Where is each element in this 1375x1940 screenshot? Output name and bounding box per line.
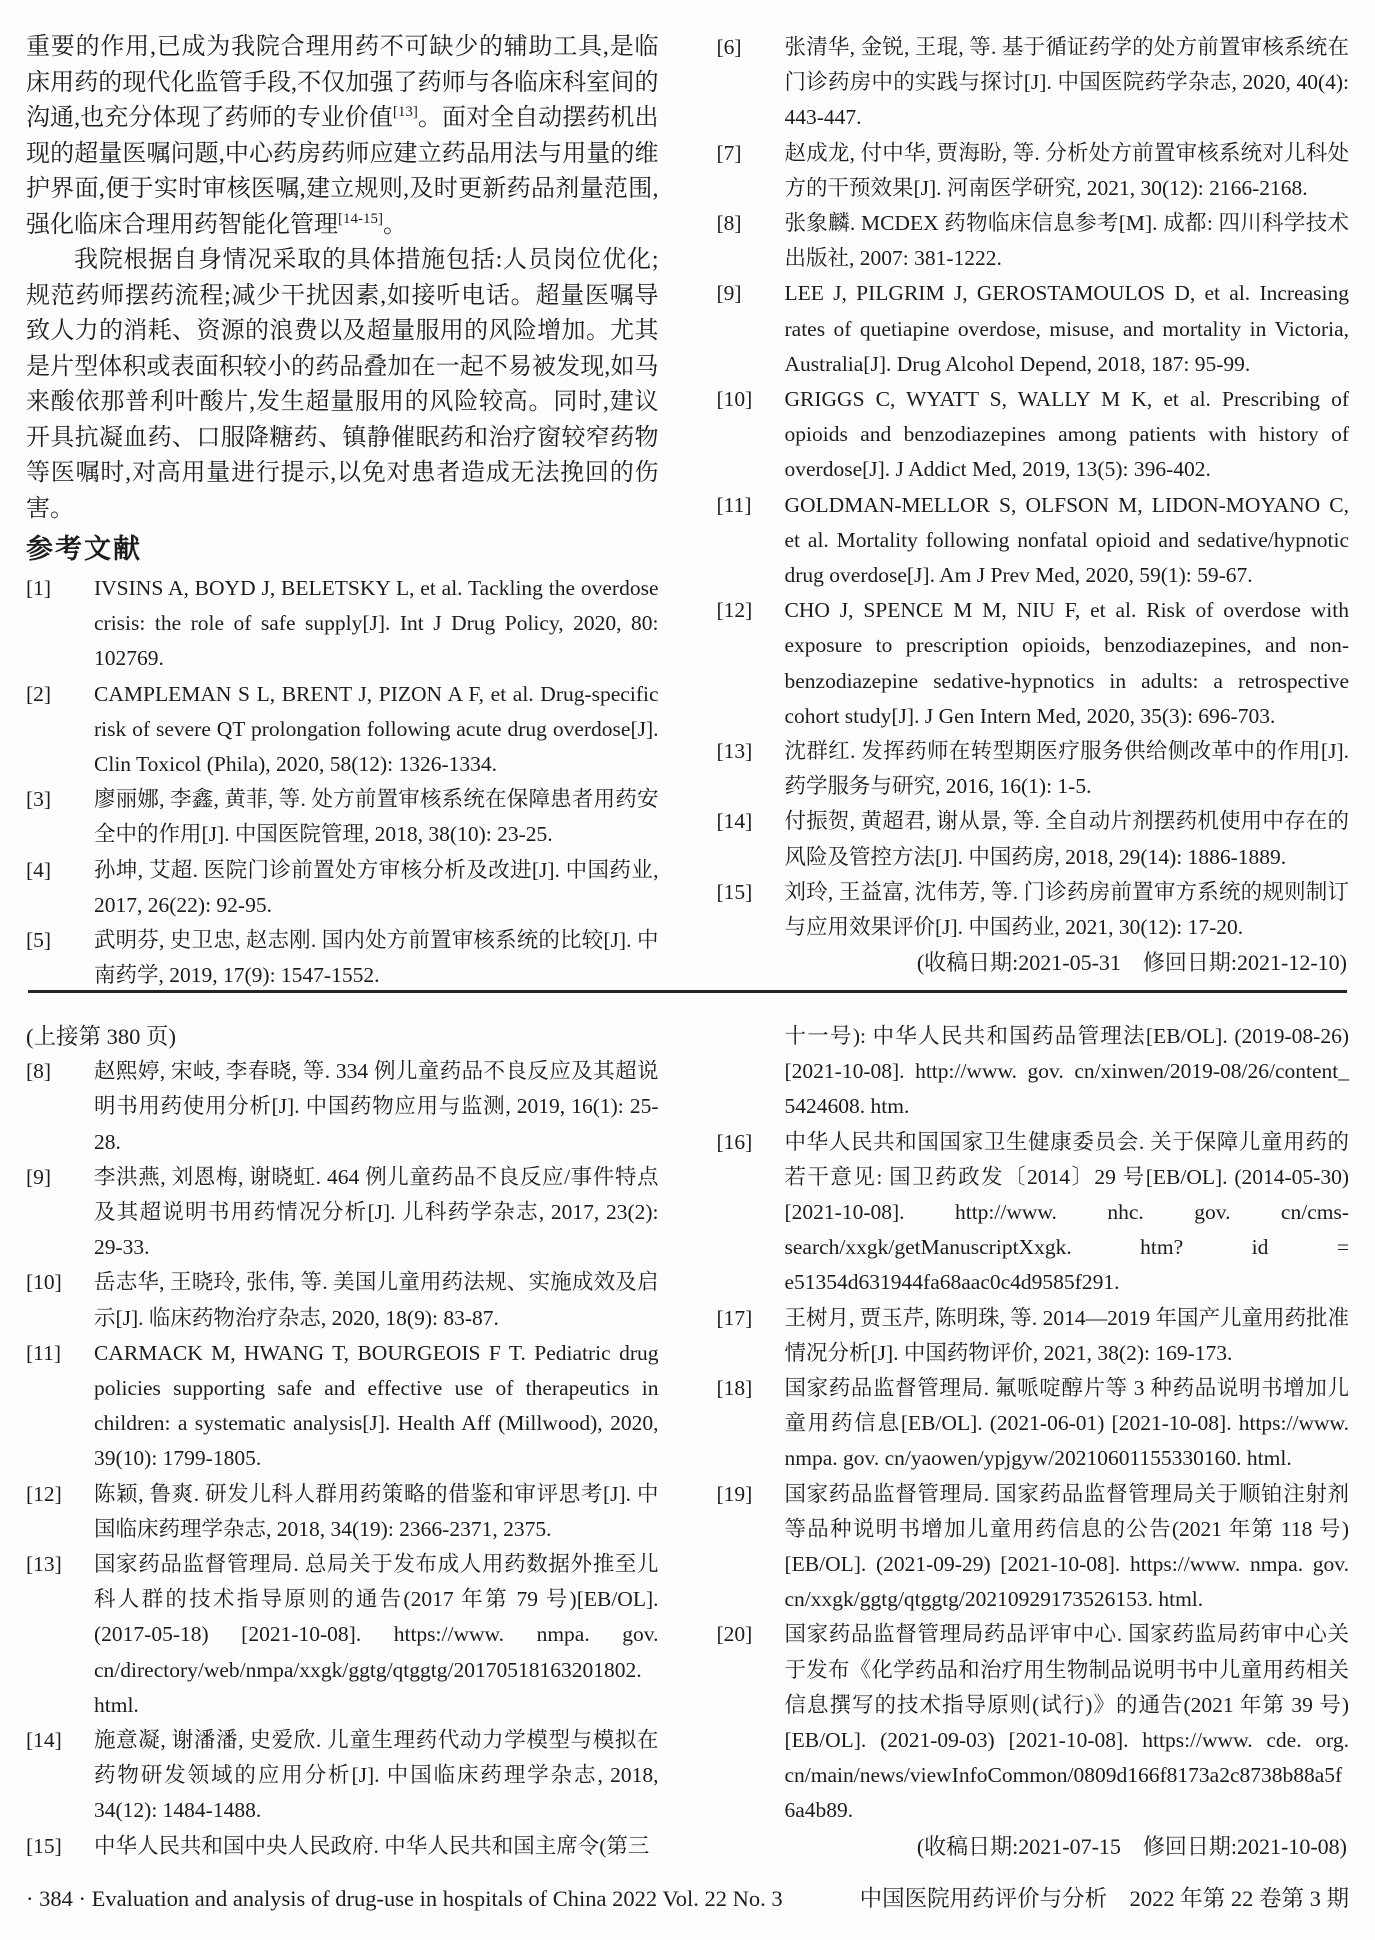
footer-page-number-and-journal-en: · 384 · Evaluation and analysis of drug-use in hospitals of China 2022 Vol. 22 No. 3	[26, 1886, 783, 1911]
reference-item	[26, 782, 659, 852]
received-revised-dates: (收稿日期:2021-05-31 修回日期:2021-12-10)	[916, 950, 1347, 976]
reference-item	[26, 677, 659, 783]
reference-text: 国家药品监督管理局药品评审中心. 国家药监局药审中心关于发布《化学药品和治疗用生物制品说明书中儿童用药相关信息撰写的技术指导原则(试行)》的通告(2021 年第 39 号)[EB/OL]. (2021-09-03) [2021-10-08]. https://www. cde. org. cn/main/news/viewInfoCommon/0809d166f8173a2c8738b88a5f6a4b89.	[784, 1622, 1349, 1823]
reference-text: 岳志华, 王晓玲, 张伟, 等. 美国儿童用药法规、实施成效及启示[J]. 临床药物治疗杂志, 2020, 18(9): 83-87.	[94, 1270, 659, 1330]
reference-number: [14]	[716, 809, 753, 834]
reference-number: [20]	[716, 1622, 753, 1647]
citation-superscript: [14-15]	[338, 210, 383, 227]
reference-item	[717, 804, 1350, 874]
reference-item	[717, 1125, 1350, 1301]
reference-number: [9]	[716, 281, 742, 306]
reference-number: [10]	[26, 1270, 62, 1295]
reference-number: [13]	[716, 739, 753, 764]
reference-item	[26, 923, 659, 993]
reference-text: 孙坤, 艾超. 医院门诊前置处方审核分析及改进[J]. 中国药业, 2017, 26(22): 92-95.	[94, 857, 659, 917]
reference-text: GOLDMAN-MELLOR S, OLFSON M, LIDON-MOYANO C, et al. Mortality following nonfatal opioid and sedative/hypnotic drug overdose[J]. Am J Prev Med, 2020, 59(1): 59-67.	[784, 492, 1349, 588]
reference-number: [15]	[26, 1833, 62, 1858]
reference-item	[26, 571, 659, 677]
reference-item	[26, 1829, 659, 1864]
reference-number: [5]	[26, 928, 52, 953]
reference-text: CARMACK M, HWANG T, BOURGEOIS F T. Pediatric drug policies supporting safe and effective use of therapeutics in children: a systematic analysis[J]. Health Aff (Millwood), 2020, 39(10): 1799-1805.	[94, 1340, 659, 1471]
reference-item	[717, 136, 1350, 206]
paragraph-text: 。面对全自动摆药机出现的超量医嘱问题,中心药房药师应建立药品用法与用量的维护界面,便于实时审核医嘱,建立规则,及时更新药品剂量范围,强化临床合理用药智能化管理	[26, 105, 659, 238]
reference-number: [1]	[26, 576, 52, 600]
reference-number: [12]	[26, 1481, 62, 1506]
reference-list-bottom-right	[717, 1125, 1350, 1829]
reference-text: 武明芬, 史卫忠, 赵志刚. 国内处方前置审核系统的比较[J]. 中南药学, 2019, 17(9): 1547-1552.	[94, 928, 659, 988]
reference-number: [8]	[716, 211, 742, 236]
body-paragraph-1	[26, 30, 659, 243]
top-section	[26, 30, 1349, 988]
reference-number: [13]	[26, 1552, 62, 1577]
reference-item	[26, 1265, 659, 1335]
reference-item	[717, 1477, 1350, 1618]
reference-number: [14]	[26, 1728, 62, 1753]
paragraph-text: 重要的作用,已成为我院合理用药不可缺少的辅助工具,是临床用药的现代化监管手段,不仅加强了药师与各临床科室间的沟通,也充分体现了药师的专业价值	[26, 34, 659, 131]
reference-text: 王树月, 贾玉芹, 陈明珠, 等. 2014—2019 年国产儿童用药批准情况分析[J]. 中国药物评价, 2021, 38(2): 169-173.	[784, 1305, 1349, 1365]
paragraph-text: 。	[383, 211, 407, 238]
reference-text: 张象麟. MCDEX 药物临床信息参考[M]. 成都: 四川科学技术出版社, 2007: 381-1222.	[784, 211, 1349, 271]
reference-item	[717, 875, 1350, 945]
reference-list-top-right	[717, 30, 1350, 945]
reference-item	[717, 276, 1350, 382]
reference-item	[26, 1336, 659, 1477]
reference-number: [17]	[716, 1305, 753, 1330]
reference-number: [7]	[716, 140, 742, 165]
reference-item	[26, 1477, 659, 1547]
received-revised-dates: (收稿日期:2021-07-15 修回日期:2021-10-08)	[916, 1833, 1347, 1859]
reference-text: 赵成龙, 付中华, 贾海盼, 等. 分析处方前置审核系统对儿科处方的干预效果[J]. 河南医学研究, 2021, 30(12): 2166-2168.	[784, 140, 1349, 200]
reference-text: 国家药品监督管理局. 总局关于发布成人用药数据外推至儿科人群的技术指导原则的通告(2017 年第 79 号)[EB/OL]. (2017-05-18) [2021-10-08]. https://www. nmpa. gov. cn/directory/web/nmpa/xxgk/ggtg/qtggtg/20170518163201802. html.	[94, 1552, 659, 1717]
continued-from-note: (上接第 380 页)	[26, 1024, 176, 1049]
reference-number: [11]	[26, 1340, 62, 1365]
page-footer	[26, 1884, 1349, 1914]
reference-text: 陈颖, 鲁爽. 研发儿科人群用药策略的借鉴和审评思考[J]. 中国临床药理学杂志, 2018, 34(19): 2366-2371, 2375.	[94, 1481, 659, 1541]
reference-text: 国家药品监督管理局. 国家药品监督管理局关于顺铂注射剂等品种说明书增加儿童用药信息的公告(2021 年第 118 号)[EB/OL]. (2021-09-29) [2021-10-08]. https://www. nmpa. gov. cn/xxgk/ggtg/qtggtg/20210929173526153. html.	[784, 1481, 1349, 1612]
reference-text: GRIGGS C, WYATT S, WALLY M K, et al. Prescribing of opioids and benzodiazepines among patients with history of overdose[J]. J Addict Med, 2019, 13(5): 396-402.	[784, 387, 1349, 482]
reference-item	[717, 30, 1350, 136]
reference-text: 刘玲, 王益富, 沈伟芳, 等. 门诊药房前置审方系统的规则制订与应用效果评价[J]. 中国药业, 2021, 30(12): 17-20.	[784, 879, 1349, 940]
reference-number: [19]	[716, 1481, 753, 1506]
reference-continuation-text: 十一号): 中华人民共和国药品管理法[EB/OL]. (2019-08-26) [2021-10-08]. http://www. gov. cn/xinwen/2019-08/26/content_ 5424608. htm.	[784, 1024, 1349, 1119]
reference-item	[26, 853, 659, 923]
reference-text: 李洪燕, 刘恩梅, 谢晓虹. 464 例儿童药品不良反应/事件特点及其超说明书用药情况分析[J]. 儿科药学杂志, 2017, 23(2): 29-33.	[94, 1164, 659, 1260]
reference-number: [15]	[716, 879, 753, 904]
reference-text: IVSINS A, BOYD J, BELETSKY L, et al. Tackling the overdose crisis: the role of safe supply[J]. Int J Drug Policy, 2020, 80: 102769.	[94, 576, 659, 671]
reference-text: 中华人民共和国中央人民政府. 中华人民共和国主席令(第三	[94, 1833, 650, 1858]
reference-item	[26, 1160, 659, 1266]
reference-number: [8]	[26, 1059, 52, 1084]
reference-number: [10]	[716, 387, 753, 412]
reference-item	[717, 488, 1350, 594]
reference-number: [12]	[716, 598, 753, 623]
reference-number: [3]	[26, 787, 52, 812]
reference-item	[717, 1617, 1350, 1828]
bottom-left-column	[26, 1019, 659, 1858]
reference-text: CAMPLEMAN S L, BRENT J, PIZON A F, et al. Drug-specific risk of severe QT prolongation following acute drug overdose[J]. Clin Toxicol (Phila), 2020, 58(12): 1326-1334.	[94, 681, 659, 777]
reference-number: [18]	[716, 1376, 753, 1401]
body-paragraph-2: 我院根据自身情况采取的具体措施包括:人员岗位优化;规范药师摆药流程;减少干扰因素,如接听电话。超量医嘱导致人力的消耗、资源的浪费以及超量服用的风险增加。尤其是片型体积或表面积较小的药品叠加在一起不易被发现,如马来酸依那普利叶酸片,发生超量服用的风险较高。同时,建议开具抗凝血药、口服降糖药、镇静催眠药和治疗窗较窄药物等医嘱时,对高用量进行提示,以免对患者造成无法挽回的伤害。	[26, 247, 659, 522]
reference-item	[717, 206, 1350, 276]
reference-item	[26, 1054, 659, 1160]
top-left-column	[26, 30, 659, 988]
reference-item	[717, 593, 1350, 734]
reference-text: 付振贺, 黄超君, 谢从景, 等. 全自动片剂摆药机使用中存在的风险及管控方法[J]. 中国药房, 2018, 29(14): 1886-1889.	[784, 809, 1349, 869]
reference-list-top-left	[26, 571, 659, 993]
reference-number: [16]	[716, 1129, 753, 1154]
bottom-right-column	[716, 1019, 1350, 1859]
reference-item	[717, 1301, 1350, 1371]
reference-text: 国家药品监督管理局. 氟哌啶醇片等 3 种药品说明书增加儿童用药信息[EB/OL]. (2021-06-01) [2021-10-08]. https://www. nmpa. gov. cn/yaowen/ypjgyw/20210601155330160. html.	[784, 1376, 1349, 1471]
reference-text: CHO J, SPENCE M M, NIU F, et al. Risk of overdose with exposure to prescription opioids, benzodiazepines, and non-benzodiazepine sedative-hypnotics in adults: a retrospective cohort study[J]. J Gen Intern Med, 2020, 35(3): 696-703.	[784, 598, 1349, 728]
reference-item	[26, 1547, 659, 1723]
reference-number: [2]	[26, 681, 52, 706]
reference-number: [6]	[716, 35, 742, 59]
reference-item	[717, 734, 1350, 804]
reference-item	[717, 1371, 1350, 1477]
reference-number: [11]	[716, 492, 752, 517]
footer-journal-cn: 中国医院用药评价与分析 2022 年第 22 卷第 3 期	[859, 1886, 1349, 1911]
reference-text: 张清华, 金锐, 王琨, 等. 基于循证药学的处方前置审核系统在门诊药房中的实践与探讨[J]. 中国医院药学杂志, 2020, 40(4): 443-447.	[784, 35, 1349, 130]
top-right-column	[717, 30, 1350, 982]
reference-item	[26, 1723, 659, 1829]
reference-item	[717, 382, 1350, 488]
reference-text: 廖丽娜, 李鑫, 黄菲, 等. 处方前置审核系统在保障患者用药安全中的作用[J]. 中国医院管理, 2018, 38(10): 23-25.	[94, 787, 659, 847]
bottom-section	[26, 1019, 1349, 1859]
reference-number: [9]	[26, 1164, 52, 1189]
reference-text: 沈群红. 发挥药师在转型期医疗服务供给侧改革中的作用[J]. 药学服务与研究, 2016, 16(1): 1-5.	[784, 739, 1349, 799]
reference-text: LEE J, PILGRIM J, GEROSTAMOULOS D, et al. Increasing rates of quetiapine overdose, misuse, and mortality in Victoria, Australia[J]. Drug Alcohol Depend, 2018, 187: 95-99.	[784, 281, 1349, 376]
reference-text: 中华人民共和国国家卫生健康委员会. 关于保障儿童用药的若干意见: 国卫药政发〔2014〕29 号[EB/OL]. (2014-05-30) [2021-10-08]. http://www. nhc. gov. cn/cms-search/xxgk/getManuscriptXxgk. htm? id = e51354d631944fa68aac0c4d9585f291.	[784, 1129, 1349, 1295]
citation-superscript: [13]	[392, 104, 418, 120]
reference-number: [4]	[26, 857, 52, 882]
reference-text: 赵熙婷, 宋岐, 李春晓, 等. 334 例儿童药品不良反应及其超说明书用药使用分析[J]. 中国药物应用与监测, 2019, 16(1): 25-28.	[94, 1059, 659, 1154]
reference-list-bottom-left	[26, 1054, 659, 1864]
references-heading: 参考文献	[26, 534, 142, 564]
reference-text: 施意凝, 谢潘潘, 史爱欣. 儿童生理药代动力学模型与模拟在药物研发领域的应用分析[J]. 中国临床药理学杂志, 2018, 34(12): 1484-1488.	[94, 1728, 659, 1823]
